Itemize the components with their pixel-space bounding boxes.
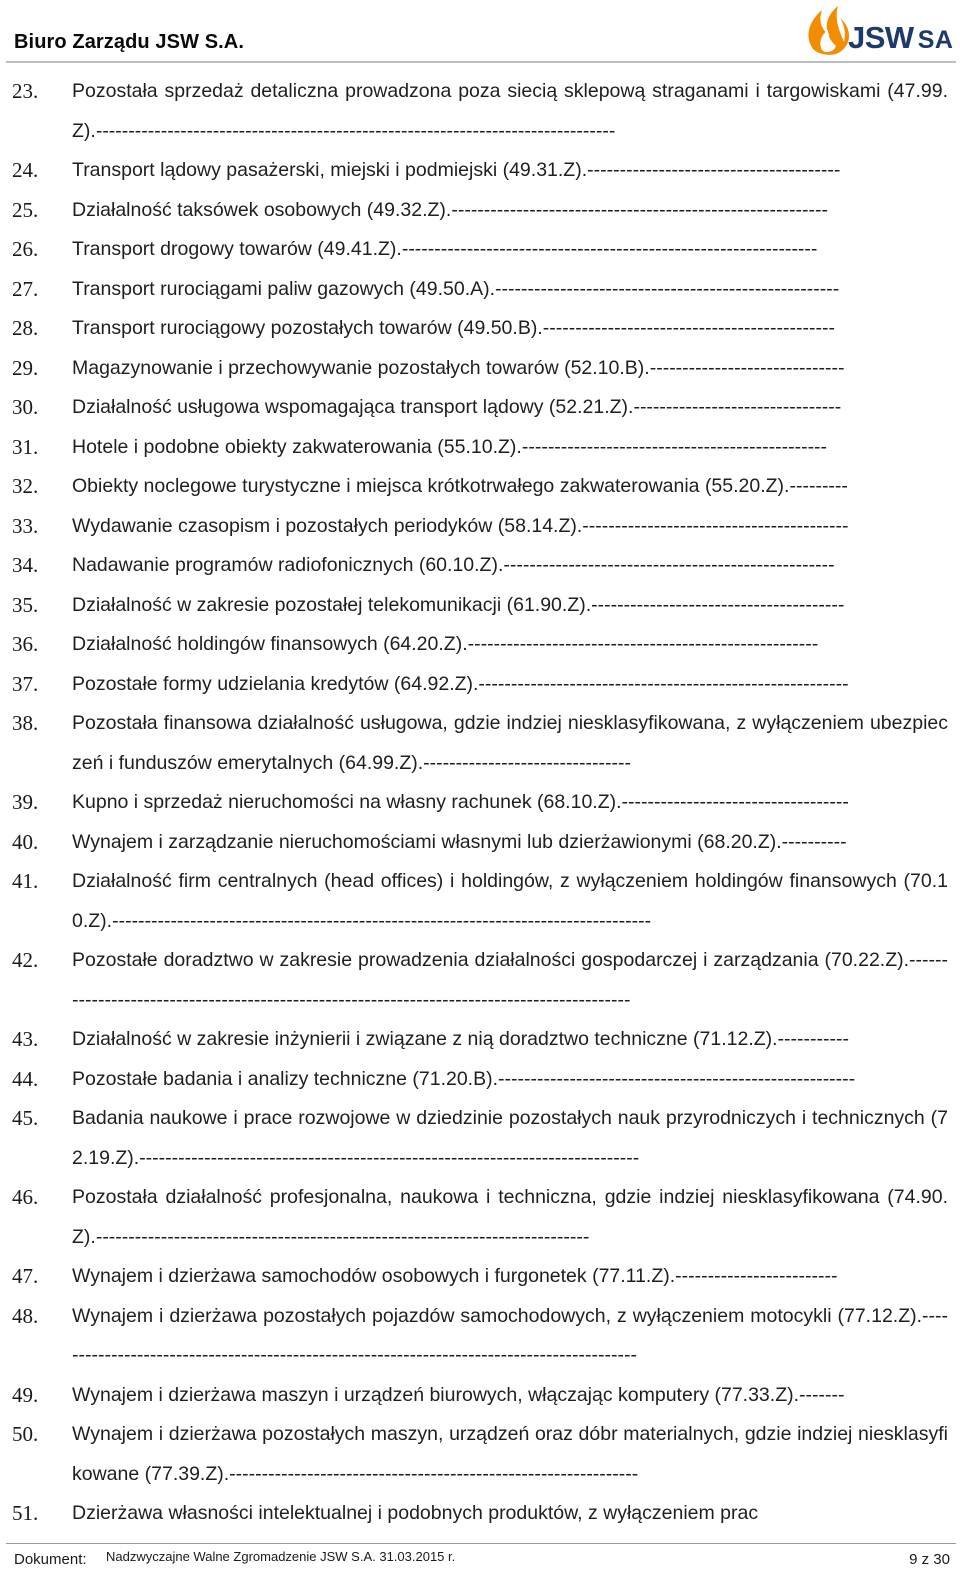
footer-document-name: Nadzwyczajne Walne Zgromadzenie JSW S.A. 31.03.2015 r. [106,1549,456,1564]
list-item [0,1020,960,1060]
footer-divider [6,1543,956,1544]
item-number: 36. [12,632,39,656]
list-item [0,1257,960,1297]
pkd-activity-list [0,72,960,1534]
list-item [0,1415,960,1494]
list-item [0,309,960,349]
jsw-logo [800,2,954,58]
item-number: 46. [12,1185,39,1209]
list-item [0,586,960,626]
item-number: 38. [12,711,39,735]
item-number: 26. [12,237,39,261]
list-item [0,388,960,428]
page-number: 9 z 30 [909,1551,950,1568]
item-number: 37. [12,671,39,696]
item-number: 43. [12,1027,39,1051]
header-divider [6,61,956,63]
item-number: 40. [12,829,39,854]
item-text: Wydawanie czasopism i pozostałych periodyków (58.14.Z).----------------------------------------- [72,514,849,537]
item-text: Pozostałe badania i analizy techniczne (71.20.B).------------------------------------------------------- [72,1067,856,1090]
item-number: 28. [12,316,39,340]
item-text: Hotele i podobne obiekty zakwaterowania (55.10.Z).----------------------------------------------- [72,435,828,458]
logo-text: JSW SA [848,20,954,55]
item-number: 44. [12,1066,39,1091]
item-number: 29. [12,355,39,380]
item-number: 41. [12,869,39,893]
list-item [0,1178,960,1257]
item-text: Pozostała działalność profesjonalna, naukowa i techniczna, gdzie indziej niesklasyfikowana (74.90.Z).---------------------------------------------------------------------------- [72,1186,948,1248]
list-item [0,941,960,1020]
header-title: Biuro Zarządu JSW S.A. [14,31,245,53]
list-item [0,191,960,231]
item-number: 23. [12,79,39,103]
item-text: Wynajem i zarządzanie nieruchomościami własnymi lub dzierżawionymi (68.20.Z).---------- [72,830,847,853]
item-number: 35. [12,592,39,617]
list-item [0,467,960,507]
item-text: Dzierżawa własności intelektualnej i podobnych produktów, z wyłączeniem prac [72,1502,759,1524]
item-number: 30. [12,395,39,419]
item-text: Transport drogowy towarów (49.41.Z).---------------------------------------------------------------- [72,238,818,260]
list-item [0,270,960,310]
item-text: Działalność firm centralnych (head offices) i holdingów, z wyłączeniem holdingów finansowych (70.10.Z).----------------------------------------------------------------------------------- [72,870,948,932]
list-item [0,151,960,191]
item-number: 51. [12,1501,39,1525]
list-item [0,428,960,468]
list-item [0,507,960,547]
item-text: Transport rurociągowy pozostałych towarów (49.50.B).--------------------------------------------- [72,317,835,339]
item-text: Transport rurociągami paliw gazowych (49.50.A).----------------------------------------------------- [72,277,840,300]
item-text: Działalność w zakresie inżynierii i związane z nią doradztwo techniczne (71.12.Z).----------- [72,1028,849,1050]
item-number: 42. [12,948,39,972]
flame-logo-icon [800,2,852,56]
item-number: 39. [12,790,39,814]
list-item [0,783,960,823]
list-item [0,862,960,941]
item-text: Magazynowanie i przechowywanie pozostałych towarów (52.10.B).------------------------------ [72,356,845,379]
item-number: 27. [12,276,39,301]
item-number: 47. [12,1264,39,1288]
item-text: Pozostała sprzedaż detaliczna prowadzona poza siecią sklepową straganami i targowiskami (47.99.Z).-------------------------------------------------------------------------------- [72,80,948,142]
item-number: 34. [12,553,39,577]
item-number: 48. [12,1303,39,1328]
item-text: Wynajem i dzierżawa maszyn i urządzeń biurowych, włączając komputery (77.33.Z).------- [72,1383,845,1406]
item-text: Wynajem i dzierżawa pozostałych pojazdów samochodowych, z wyłączeniem motocykli (77.12.Z).------------------------------------------------------------------------------------------- [72,1304,948,1366]
item-number: 31. [12,434,39,459]
item-text: Transport lądowy pasażerski, miejski i podmiejski (49.31.Z).--------------------------------------- [72,159,841,181]
item-text: Nadawanie programów radiofonicznych (60.10.Z).--------------------------------------------------- [72,554,835,576]
item-text: Wynajem i dzierżawa samochodów osobowych i furgonetek (77.11.Z).------------------------- [72,1265,838,1287]
list-item [0,1376,960,1416]
item-number: 45. [12,1106,39,1130]
item-number: 24. [12,158,39,182]
item-text: Wynajem i dzierżawa pozostałych maszyn, urządzeń oraz dóbr materialnych, gdzie indziej niesklasyfikowane (77.39.Z).--------------------------------------------------------------- [72,1423,948,1485]
item-text: Badania naukowe i prace rozwojowe w dziedzinie pozostałych nauk przyrodniczych i technicznych (72.19.Z).----------------------------------------------------------------------------- [72,1107,948,1169]
item-number: 50. [12,1422,39,1446]
list-item [0,349,960,389]
item-number: 33. [12,513,39,538]
page-header [0,0,960,64]
list-item [0,1494,960,1534]
item-text: Działalność taksówek osobowych (49.32.Z).---------------------------------------------------------- [72,198,828,221]
page-footer [14,1548,950,1568]
list-item [0,230,960,270]
item-text: Pozostałe doradztwo w zakresie prowadzenia działalności gospodarczej i zarządzania (70.22.Z).-------------------------------------------------------------------------------------------- [72,949,948,1011]
list-item [0,72,960,151]
list-item [0,1060,960,1100]
list-item [0,1297,960,1376]
list-item [0,1099,960,1178]
item-text: Działalność holdingów finansowych (64.20.Z).------------------------------------------------------ [72,633,819,655]
item-text: Pozostałe formy udzielania kredytów (64.92.Z).--------------------------------------------------------- [72,672,849,695]
list-item [0,665,960,705]
item-number: 49. [12,1382,39,1407]
item-number: 32. [12,474,39,498]
list-item [0,546,960,586]
item-text: Kupno i sprzedaż nieruchomości na własny rachunek (68.10.Z).----------------------------------- [72,791,849,813]
list-item [0,704,960,783]
item-text: Działalność w zakresie pozostałej telekomunikacji (61.90.Z).--------------------------------------- [72,593,845,616]
item-text: Pozostała finansowa działalność usługowa, gdzie indziej niesklasyfikowana, z wyłączeniem ubezpieczeń i funduszów emerytalnych (64.99.Z).-------------------------------- [72,712,948,774]
footer-label: Dokument: [14,1551,87,1568]
list-item [0,823,960,863]
item-number: 25. [12,197,39,222]
item-text: Działalność usługowa wspomagająca transport lądowy (52.21.Z).-------------------------------- [72,396,842,418]
list-item [0,625,960,665]
item-text: Obiekty noclegowe turystyczne i miejsca krótkotrwałego zakwaterowania (55.20.Z).--------- [72,475,848,497]
